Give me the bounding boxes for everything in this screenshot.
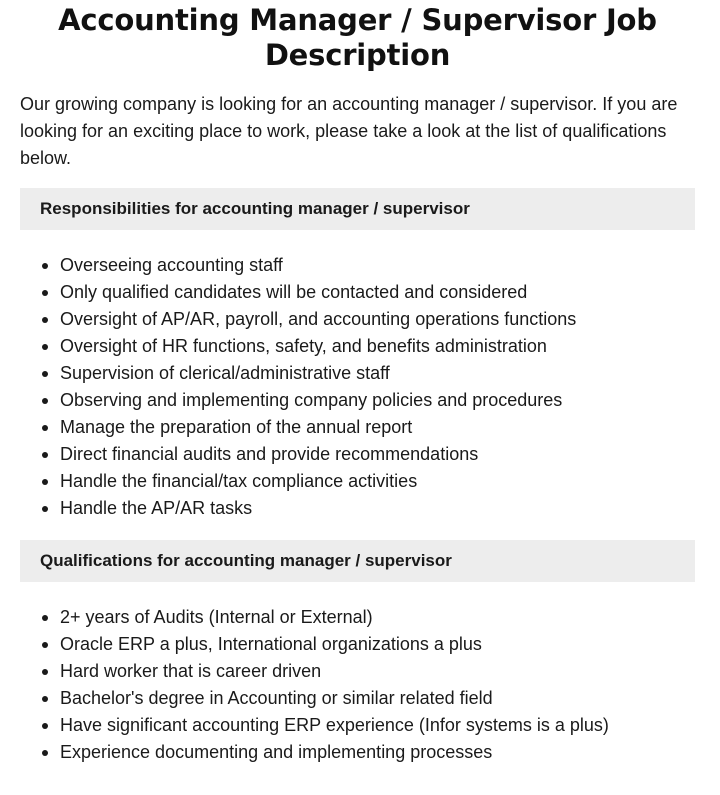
list-item [20,631,695,658]
bullet-icon [42,398,48,404]
list-item [20,441,695,468]
list-item-text: Oracle ERP a plus, International organizations a plus [60,634,482,654]
list-item-text: Hard worker that is career driven [60,661,322,681]
list-item [20,414,695,441]
bullet-icon [42,615,48,621]
list-item [20,658,695,685]
list-item [20,252,695,279]
list-item-text: Handle the financial/tax compliance activities [60,471,418,491]
qualifications-heading [20,540,695,582]
list-item [20,306,695,333]
list-item-text: Handle the AP/AR tasks [60,498,253,518]
list-item [20,360,695,387]
list-item [20,712,695,739]
bullet-icon [42,344,48,350]
list-item [20,495,695,522]
bullet-icon [42,506,48,512]
list-item [20,685,695,712]
list-item-text: Only qualified candidates will be contacted and considered [60,282,528,302]
list-item [20,468,695,495]
list-item-text: Direct financial audits and provide recommendations [60,444,479,464]
bullet-icon [42,290,48,296]
responsibilities-heading [20,188,695,230]
bullet-icon [42,696,48,702]
list-item-text: Supervision of clerical/administrative staff [60,363,390,383]
list-item [20,739,695,766]
bullet-icon [42,263,48,269]
list-item-text: Oversight of HR functions, safety, and benefits administration [60,336,547,356]
bullet-icon [42,750,48,756]
list-item-text: Experience documenting and implementing processes [60,742,493,762]
list-item-text: Overseeing accounting staff [60,255,283,275]
bullet-icon [42,723,48,729]
list-item-text: Observing and implementing company policies and procedures [60,390,563,410]
list-item [20,279,695,306]
list-item-text: 2+ years of Audits (Internal or External) [60,607,373,627]
intro-paragraph: Our growing company is looking for an accounting manager / supervisor. If you are looking for an exciting place to work, please take a look at the list of qualifications below. [20,94,678,168]
bullet-icon [42,452,48,458]
qualifications-list [20,604,695,766]
responsibilities-list [20,252,695,522]
bullet-icon [42,371,48,377]
bullet-icon [42,425,48,431]
bullet-icon [42,669,48,675]
page-title: Accounting Manager / Supervisor Job Description [58,3,657,72]
bullet-icon [42,479,48,485]
qualifications-heading-label: Qualifications for accounting manager / supervisor [40,551,452,570]
bullet-icon [42,642,48,648]
list-item-text: Manage the preparation of the annual report [60,417,413,437]
responsibilities-heading-label: Responsibilities for accounting manager / supervisor [40,199,470,218]
list-item-text: Bachelor's degree in Accounting or similar related field [60,688,493,708]
list-item-text: Oversight of AP/AR, payroll, and accounting operations functions [60,309,577,329]
list-item [20,604,695,631]
list-item-text: Have significant accounting ERP experience (Infor systems is a plus) [60,715,609,735]
bullet-icon [42,317,48,323]
list-item [20,333,695,360]
list-item [20,387,695,414]
